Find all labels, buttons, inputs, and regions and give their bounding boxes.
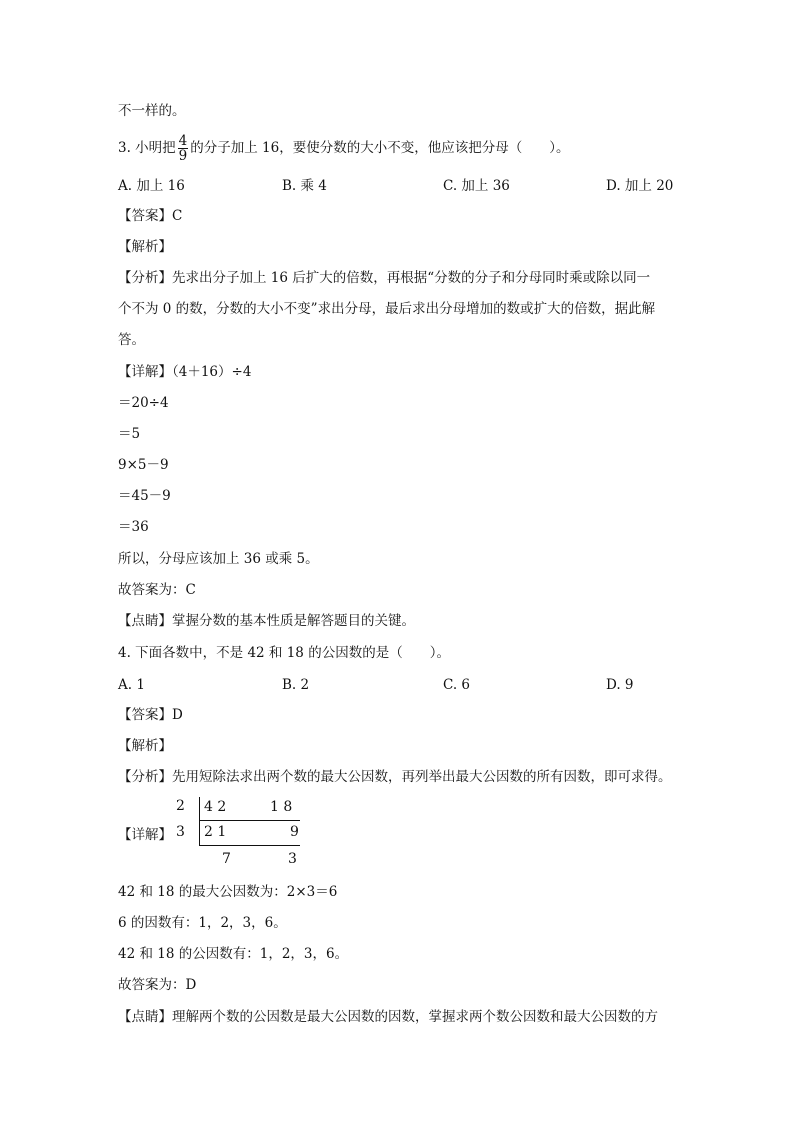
q4-key-point: 【点睛】理解两个数的公因数是最大公因数的因数，掌握求两个数公因数和最大公因数的方 <box>118 1009 658 1025</box>
q3-conclusion: 所以，分母应该加上 36 或乘 5。 <box>118 551 319 567</box>
q3-analysis-line-2: 个不为 0 的数，分数的大小不变”求出分母，最后求出分母增加的数或扩大的倍数，据此解 <box>118 301 656 317</box>
q3-option-c: C. 加上 36 <box>443 178 510 194</box>
q4-final-answer: 故答案为：D <box>118 977 197 993</box>
previous-text-end: 不一样的。 <box>118 103 186 119</box>
q4-option-d: D. 9 <box>606 677 634 693</box>
q3-final-answer: 故答案为：C <box>118 582 196 598</box>
q4-analysis: 【分析】先用短除法求出两个数的最大公因数，再列举出最大公因数的所有因数，即可求得。 <box>118 769 672 785</box>
q4-option-c: C. 6 <box>443 677 471 693</box>
fraction-denominator: 9 <box>178 148 188 164</box>
divisor-2: 3 <box>176 824 185 840</box>
division-line-2 <box>199 845 300 846</box>
q3-step-3: 9×5－9 <box>118 457 169 473</box>
q3-detail: 【详解】（4＋16）÷4 <box>118 364 252 380</box>
result-7: 7 <box>222 851 231 867</box>
q4-option-a: A. 1 <box>118 677 145 693</box>
divisor-1: 2 <box>176 798 185 814</box>
quotient-9: 9 <box>290 824 299 840</box>
q4-jiexi-heading: 【解析】 <box>118 738 172 754</box>
q3-jiexi-heading: 【解析】 <box>118 239 172 255</box>
fraction-numerator: 4 <box>178 133 188 149</box>
q4-detail-label: 【详解】 <box>118 827 172 843</box>
q3-answer: 【答案】C <box>118 208 183 224</box>
q3-option-d: D. 加上 20 <box>606 178 674 194</box>
q4-option-b: B. 2 <box>282 677 310 693</box>
question-3-stem <box>118 133 569 163</box>
q3-step-1: ＝20÷4 <box>118 395 169 411</box>
division-line-1 <box>199 820 300 821</box>
result-3: 3 <box>288 851 297 867</box>
q3-analysis-line-1: 【分析】先求出分子加上 16 后扩大的倍数，再根据“分数的分子和分母同时乘或除以同一 <box>118 270 651 286</box>
q3-key-point: 【点睛】掌握分数的基本性质是解答题目的关键。 <box>118 613 415 629</box>
q3-analysis-line-3: 答。 <box>118 332 145 348</box>
division-vertical-line <box>199 797 200 845</box>
q4-line-3: 42 和 18 的公因数有：1，2，3，6。 <box>118 946 349 962</box>
question-3-suffix: 的分子加上 16，要使分数的大小不变，他应该把分母（ ）。 <box>190 140 570 156</box>
dividend-42: 4 2 <box>204 799 227 815</box>
question-3-prefix: 3. 小明把 <box>118 140 176 156</box>
question-4-stem: 4. 下面各数中，不是 42 和 18 的公因数的是（ ）。 <box>118 645 450 661</box>
q4-line-1: 42 和 18 的最大公因数为：2×3＝6 <box>118 884 338 900</box>
q4-line-2: 6 的因数有：1，2，3，6。 <box>118 915 287 931</box>
q4-answer: 【答案】D <box>118 707 183 723</box>
q3-step-2: ＝5 <box>118 426 141 442</box>
q3-step-4: ＝45－9 <box>118 488 171 504</box>
q3-option-b: B. 乘 4 <box>282 178 327 194</box>
q3-option-a: A. 加上 16 <box>118 178 185 194</box>
dividend-18: 1 8 <box>270 799 293 815</box>
fraction-4-9 <box>178 134 189 163</box>
quotient-21: 2 1 <box>204 824 227 840</box>
q3-step-5: ＝36 <box>118 519 149 535</box>
